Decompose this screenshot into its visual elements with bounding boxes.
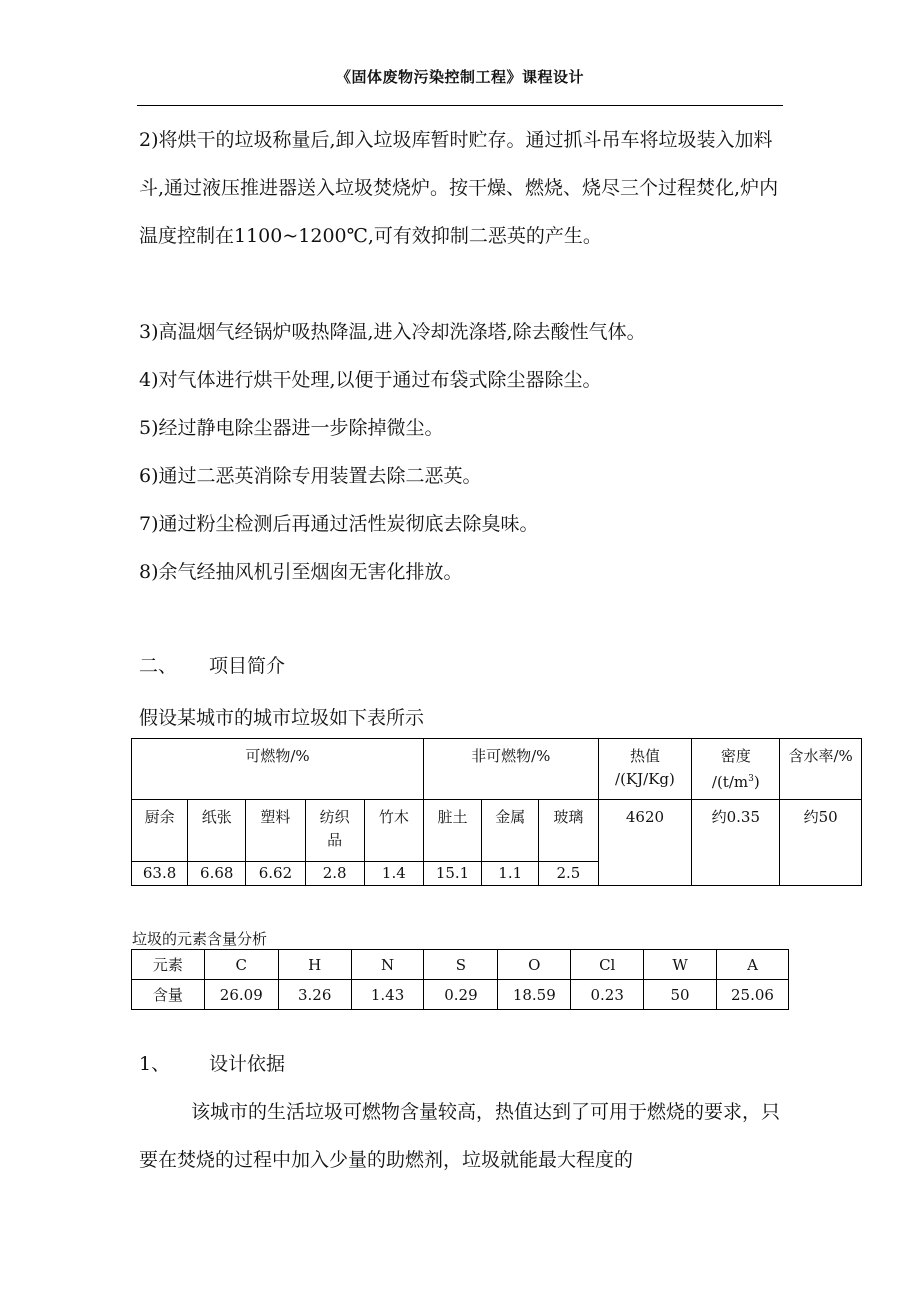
element-cell: C (204, 950, 278, 980)
content-cell: 0.23 (571, 980, 644, 1010)
row-label: 元素 (132, 950, 205, 980)
section-number: 1、 (139, 1053, 171, 1075)
value-cell: 1.4 (364, 862, 423, 886)
category-cell: 竹木 (364, 800, 423, 862)
noncombustible-header: 非可燃物/% (423, 739, 598, 800)
content-cell: 26.09 (204, 980, 278, 1010)
moisture-header: 含水率/% (780, 739, 862, 800)
section-number: 二、 (139, 655, 178, 677)
category-cell: 脏土 (423, 800, 481, 862)
content-cell: 0.29 (424, 980, 498, 1010)
value-cell: 2.8 (305, 862, 364, 886)
header-divider (137, 105, 783, 106)
basis-paragraph: 该城市的生活垃圾可燃物含量较高，热值达到了可用于燃烧的要求，只要在焚烧的过程中加入少量的助燃剂，垃圾就能最大程度的 (139, 1101, 781, 1171)
process-step-8: 8)余气经抽风机引至烟囱无害化排放。 (139, 561, 463, 583)
process-step-7: 7)通过粉尘检测后再通过活性炭彻底去除臭味。 (139, 513, 539, 535)
table2-caption: 垃圾的元素含量分析 (132, 930, 268, 948)
table1-category-row (132, 800, 862, 862)
section-title: 设计依据 (209, 1053, 286, 1075)
process-step-5: 5)经过静电除尘器进一步除掉微尘。 (139, 417, 444, 439)
element-cell: O (498, 950, 571, 980)
content-cell: 18.59 (498, 980, 571, 1010)
page-header-title: 《固体废物污染控制工程》课程设计 (335, 68, 584, 86)
element-analysis-table (131, 949, 789, 1010)
table1-caption: 假设某城市的城市垃圾如下表所示 (139, 707, 425, 729)
process-step-6: 6)通过二恶英消除专用装置去除二恶英。 (139, 465, 482, 487)
element-cell: N (351, 950, 424, 980)
density-value-cell: 约0.35 (692, 800, 780, 886)
value-cell: 6.68 (188, 862, 246, 886)
element-cell: H (278, 950, 351, 980)
table2-content-row (132, 980, 789, 1010)
content-cell: 3.26 (278, 980, 351, 1010)
process-step-4: 4)对气体进行烘干处理,以便于通过布袋式除尘器除尘。 (139, 369, 602, 391)
category-cell: 纸张 (188, 800, 246, 862)
value-cell: 6.62 (246, 862, 305, 886)
table2-element-row (132, 950, 789, 980)
value-cell: 15.1 (423, 862, 481, 886)
moisture-value-cell: 约50 (780, 800, 862, 886)
process-step-3: 3)高温烟气经锅炉吸热降温,进入冷却洗涤塔,除去酸性气体。 (139, 321, 646, 343)
content-cell: 50 (644, 980, 717, 1010)
category-cell: 金属 (482, 800, 539, 862)
element-cell: A (716, 950, 788, 980)
density-header: 密度 $/(t/m^3)$ (692, 739, 780, 800)
category-cell: 厨余 (132, 800, 188, 862)
content-cell: 25.06 (716, 980, 788, 1010)
category-cell: 塑料 (246, 800, 305, 862)
heat-value-header: 热值 /(KJ/Kg) (598, 739, 692, 800)
process-step-2: 2)将烘干的垃圾称量后,卸入垃圾库暂时贮存。通过抓斗吊车将垃圾装入加料斗,通过液压推进器送入垃圾焚烧炉。按干燥、燃烧、烧尽三个过程焚化,炉内温度控制在1100~1200℃,可有效抑制二恶英的产生。 (139, 129, 779, 247)
section-heading-project (139, 654, 285, 678)
value-cell: 63.8 (132, 862, 188, 886)
value-cell: 2.5 (539, 862, 598, 886)
element-cell: S (424, 950, 498, 980)
section-heading-basis (139, 1052, 285, 1076)
waste-composition-table (131, 738, 862, 886)
element-cell: W (644, 950, 717, 980)
category-cell: 玻璃 (539, 800, 598, 862)
table1-header-row (132, 739, 862, 800)
value-cell: 1.1 (482, 862, 539, 886)
element-cell: Cl (571, 950, 644, 980)
section-title: 项目简介 (209, 655, 286, 677)
content-cell: 1.43 (351, 980, 424, 1010)
category-cell: 纺织 品 (305, 800, 364, 862)
combustible-header: 可燃物/% (132, 739, 424, 800)
heat-value-cell: 4620 (598, 800, 692, 886)
row-label: 含量 (132, 980, 205, 1010)
